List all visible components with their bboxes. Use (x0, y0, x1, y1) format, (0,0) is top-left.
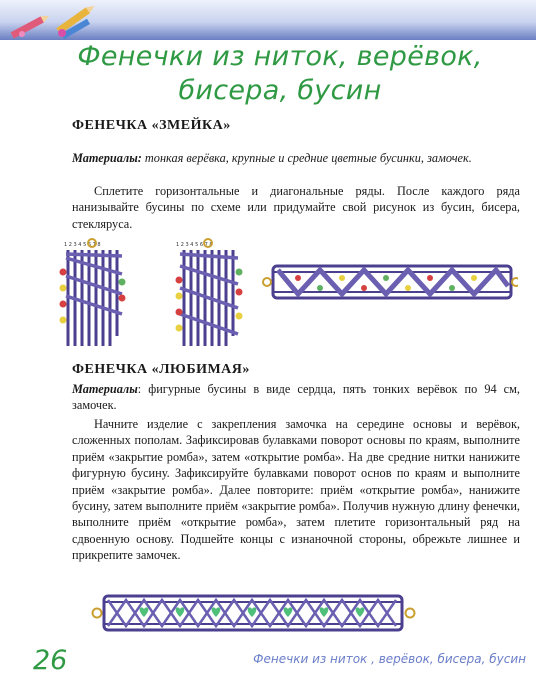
top-decorative-band (0, 0, 536, 40)
section1-materials (72, 150, 520, 166)
snake-bracelet-figure (58, 236, 518, 356)
section1-body: Сплетите горизонтальные и диагональные ряды. После каждого ряда нанизывайте бусины по схеме или придумайте свой рисунок из бусин, бисера, стекляруса. (72, 184, 520, 231)
section2-materials-text: : фигурные бусины в виде сердца, пять тонких верёвок по 94 см, замочек. (72, 382, 520, 413)
diagram-step-1 (66, 239, 122, 346)
snake-bracelet-finished (263, 266, 518, 298)
section1-heading: ФЕНЕЧКА «ЗМЕЙКА» (72, 118, 231, 133)
section2-heading: ФЕНЕЧКА «ЛЮБИМАЯ» (72, 362, 250, 377)
page-number: 26 (33, 645, 68, 676)
section2-body: Начните изделие с закрепления замочка на середине основы и верёвок, сложенных пополам. Зафиксировав булавками поворот основы по краям, выполните приём «закрытие ромба», затем «открытие ромба». На две средние нитки нанижите фигурную бусину. Зафиксируйте булавками поворот основ по краям и выполните приём «закрытие ромба». Далее повторите: приём «открытие ромба», нанижите бусину, затем выполните приём «закрытие ромба». Получив нужную длину фенечки, выполните приём «открытие ромба», затем плетите горизонтальный ряд на сдвоенную основу. Подшейте концы с изнаночной стороны, обрежьте лишнее и прикрепите замочек. (72, 417, 520, 563)
section2-materials (72, 381, 520, 414)
page-title-line1: Фенечки из ниток, верёвок, (77, 41, 483, 72)
clasp-left (93, 609, 102, 618)
strand-numbers-label-1: 1 2 3 4 5 6 7 8 (64, 242, 101, 248)
favorite-bracelet-figure (90, 590, 420, 636)
diagram-step-2 (180, 239, 238, 346)
section2-materials-label: Материалы (72, 382, 138, 396)
section1-materials-text: тонкая верёвка, крупные и средние цветные бусинки, замочек. (144, 151, 472, 165)
strand-numbers-label-2: 1 2 3 4 5 6 7 8 (176, 242, 213, 248)
section1-materials-label: Материалы: (72, 151, 142, 165)
page-title (60, 40, 500, 108)
running-title: Фенечки из ниток , верёвок, бисера, бусин (253, 652, 526, 666)
page-title-line2: бисера, бусин (178, 75, 382, 106)
clasp-right (406, 609, 415, 618)
decor-pencils-icon (0, 0, 536, 40)
